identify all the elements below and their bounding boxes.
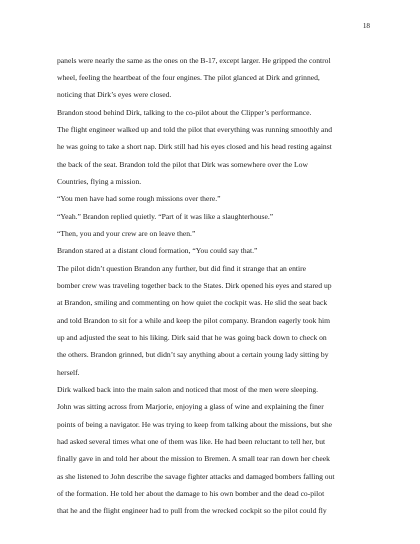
text-line: at Brandon, smiling and commenting on how quiet the cockpit was. He slid the seat back	[57, 298, 328, 308]
text-line: that he and the flight engineer had to pull from the wrecked cockpit so the pilot could fly	[57, 506, 327, 516]
text-line: the back of the seat. Brandon told the pilot that Dirk was somewhere over the Low	[57, 159, 308, 169]
text-line: up and adjusted the seat to his liking. Dirk said that he was going back down to check on	[57, 333, 327, 342]
text-line: he was going to take a short nap. Dirk still had his eyes closed and his head resting against	[57, 142, 332, 152]
text-line: Countries, flying a mission.	[57, 176, 142, 186]
text-line: bomber crew was traveling together back to the States. Dirk opened his eyes and stared up	[57, 280, 332, 290]
text-line: panels were nearly the same as the ones on the B-17, except larger. He gripped the control	[57, 55, 331, 65]
text-line: points of being a navigator. He was trying to keep from talking about the missions, but she	[57, 419, 333, 429]
text-line: and told Brandon to sit for a while and keep the pilot company. Brandon eagerly took him	[57, 315, 331, 325]
text-line: “Then, you and your crew are on leave then.”	[57, 228, 196, 238]
text-line: Brandon stood behind Dirk, talking to the co-pilot about the Clipper’s performance.	[57, 107, 312, 117]
text-line: “Yeah.” Brandon replied quietly. “Part of it was like a slaughterhouse.”	[57, 211, 274, 221]
text-line: The pilot didn’t question Brandon any further, but did find it strange that an entire	[57, 263, 307, 273]
text-line: as she listened to John describe the savage fighter attacks and damaged bombers falling out	[57, 471, 335, 481]
text-line: noticing that Dirk’s eyes were closed.	[57, 90, 172, 100]
text-line: John was sitting across from Marjorie, enjoying a glass of wine and explaining the finer	[57, 402, 324, 412]
text-line: The flight engineer walked up and told the pilot that everything was running smoothly and	[57, 124, 333, 134]
text-line: herself.	[57, 367, 80, 377]
page-number: 18	[362, 22, 370, 30]
text-line: Dirk walked back into the main salon and noticed that most of the men were sleeping.	[57, 385, 319, 395]
text-line: Brandon stared at a distant cloud formation, “You could say that.”	[57, 246, 258, 256]
text-line: finally gave in and told her about the mission to Bremen. A small tear ran down her cheek	[57, 454, 330, 464]
text-line: of the formation. He told her about the damage to his own bomber and the dead co-pilot	[57, 489, 325, 499]
text-line: wheel, feeling the heartbeat of the four engines. The pilot glanced at Dirk and grinned,	[57, 72, 320, 82]
body-text	[57, 52, 375, 520]
text-line: “You men have had some rough missions over there.”	[57, 194, 221, 204]
text-line: had asked several times what one of them was like. He had been reluctant to tell her, but	[57, 437, 326, 447]
text-line: the others. Brandon grinned, but didn’t say anything about a certain young lady sitting by	[57, 350, 329, 360]
